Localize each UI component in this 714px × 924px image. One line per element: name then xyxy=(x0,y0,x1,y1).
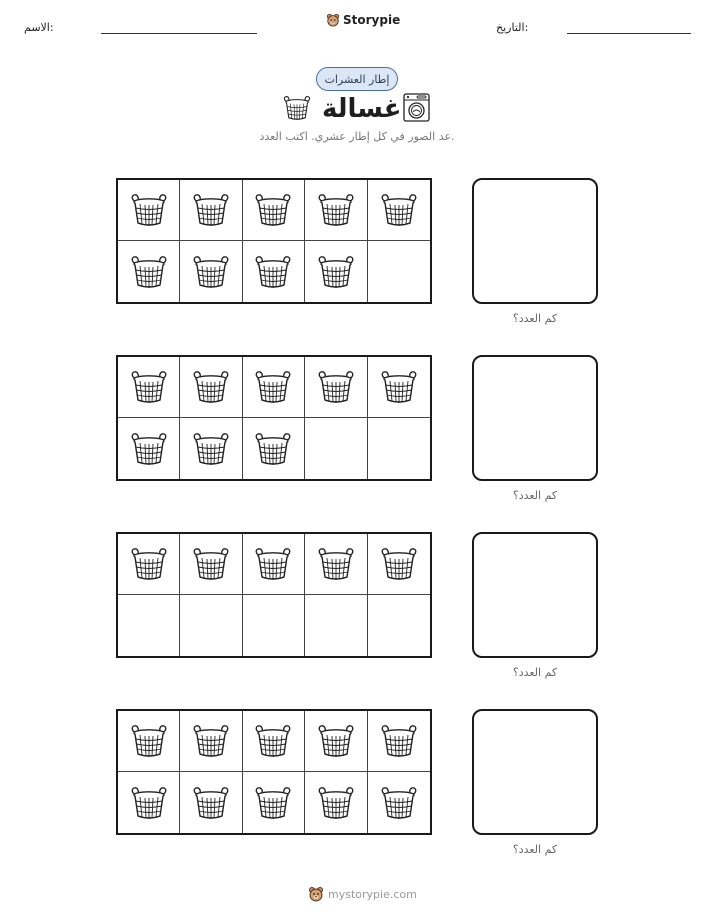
laundry-basket-icon xyxy=(191,785,231,821)
laundry-basket-icon xyxy=(253,431,293,467)
laundry-basket-icon xyxy=(191,723,231,759)
laundry-basket-icon xyxy=(379,785,419,821)
ten-frame-cell xyxy=(368,595,430,656)
laundry-basket-icon xyxy=(379,192,419,228)
laundry-basket-icon xyxy=(191,546,231,582)
laundry-basket-icon xyxy=(282,94,312,122)
ten-frame-cell xyxy=(368,711,430,772)
ten-frame-cell xyxy=(305,534,367,595)
ten-frame-cell xyxy=(180,418,242,479)
laundry-basket-icon xyxy=(191,192,231,228)
washing-machine-icon xyxy=(403,93,430,122)
laundry-basket-icon xyxy=(316,192,356,228)
name-label: الاسم: xyxy=(24,21,54,34)
ten-frame-cell xyxy=(243,534,305,595)
laundry-basket-icon xyxy=(129,192,169,228)
ten-frame-cell xyxy=(243,595,305,656)
ten-frame-cell xyxy=(368,357,430,418)
ten-frame-cell xyxy=(305,241,367,302)
laundry-basket-icon xyxy=(316,785,356,821)
page-title: غسالة xyxy=(322,94,402,124)
bear-logo-icon xyxy=(326,13,340,27)
ten-frame-cell xyxy=(305,418,367,479)
answer-box[interactable] xyxy=(472,178,598,304)
ten-frame-cell xyxy=(118,595,180,656)
count-question: كم العدد؟ xyxy=(512,666,558,679)
laundry-basket-icon xyxy=(316,723,356,759)
ten-frame-cell xyxy=(243,180,305,241)
laundry-basket-icon xyxy=(129,431,169,467)
count-question: كم العدد؟ xyxy=(512,312,558,325)
ten-frame-cell xyxy=(305,357,367,418)
ten-frame-cell xyxy=(118,534,180,595)
ten-frame-cell xyxy=(368,418,430,479)
ten-frame-cell xyxy=(305,180,367,241)
bear-logo-icon xyxy=(308,886,324,902)
ten-frame-cell xyxy=(305,711,367,772)
laundry-basket-icon xyxy=(253,723,293,759)
ten-frame-cell xyxy=(243,357,305,418)
ten-frame-cell xyxy=(368,180,430,241)
ten-frame-cell xyxy=(118,357,180,418)
answer-box[interactable] xyxy=(472,355,598,481)
ten-frame-cell xyxy=(118,772,180,833)
ten-frame-cell xyxy=(368,241,430,302)
count-question: كم العدد؟ xyxy=(512,843,558,856)
laundry-basket-icon xyxy=(191,431,231,467)
ten-frame-cell xyxy=(180,711,242,772)
laundry-basket-icon xyxy=(253,192,293,228)
ten-frame xyxy=(116,709,432,835)
laundry-basket-icon xyxy=(316,369,356,405)
ten-frame-cell xyxy=(243,418,305,479)
laundry-basket-icon xyxy=(129,785,169,821)
ten-frame-cell xyxy=(118,241,180,302)
ten-frame-cell xyxy=(180,595,242,656)
ten-frame xyxy=(116,355,432,481)
instructions: عد الصور في كل إطار عشري. اكتب العدد. xyxy=(259,130,455,143)
logo-text: Storypie xyxy=(343,13,401,27)
laundry-basket-icon xyxy=(129,369,169,405)
footer-url: mystorypie.com xyxy=(328,887,417,901)
ten-frame-cell xyxy=(180,357,242,418)
count-question: كم العدد؟ xyxy=(512,489,558,502)
ten-frame-cell xyxy=(180,534,242,595)
footer xyxy=(308,886,417,902)
laundry-basket-icon xyxy=(379,723,419,759)
ten-frame xyxy=(116,532,432,658)
ten-frame-cell xyxy=(180,772,242,833)
ten-frame-cell xyxy=(180,180,242,241)
ten-frame-cell xyxy=(118,418,180,479)
laundry-basket-icon xyxy=(316,254,356,290)
ten-frame-cell xyxy=(368,534,430,595)
ten-frame-cell xyxy=(243,772,305,833)
laundry-basket-icon xyxy=(129,254,169,290)
ten-frame-cell xyxy=(243,241,305,302)
laundry-basket-icon xyxy=(191,254,231,290)
laundry-basket-icon xyxy=(191,369,231,405)
ten-frame-cell xyxy=(368,772,430,833)
ten-frame-cell xyxy=(118,711,180,772)
name-line[interactable] xyxy=(101,33,257,34)
laundry-basket-icon xyxy=(316,546,356,582)
ten-frame xyxy=(116,178,432,304)
laundry-basket-icon xyxy=(379,546,419,582)
date-label: التاريخ: xyxy=(496,21,529,34)
date-line[interactable] xyxy=(567,33,691,34)
laundry-basket-icon xyxy=(129,723,169,759)
laundry-basket-icon xyxy=(253,785,293,821)
logo xyxy=(326,13,400,27)
laundry-basket-icon xyxy=(253,546,293,582)
laundry-basket-icon xyxy=(253,254,293,290)
laundry-basket-icon xyxy=(129,546,169,582)
ten-frame-cell xyxy=(243,711,305,772)
laundry-basket-icon xyxy=(379,369,419,405)
ten-frame-cell xyxy=(118,180,180,241)
laundry-basket-icon xyxy=(253,369,293,405)
ten-frame-cell xyxy=(305,772,367,833)
ten-frame-cell xyxy=(180,241,242,302)
topic-badge: إطار العشرات xyxy=(316,67,398,91)
answer-box[interactable] xyxy=(472,709,598,835)
ten-frame-cell xyxy=(305,595,367,656)
answer-box[interactable] xyxy=(472,532,598,658)
